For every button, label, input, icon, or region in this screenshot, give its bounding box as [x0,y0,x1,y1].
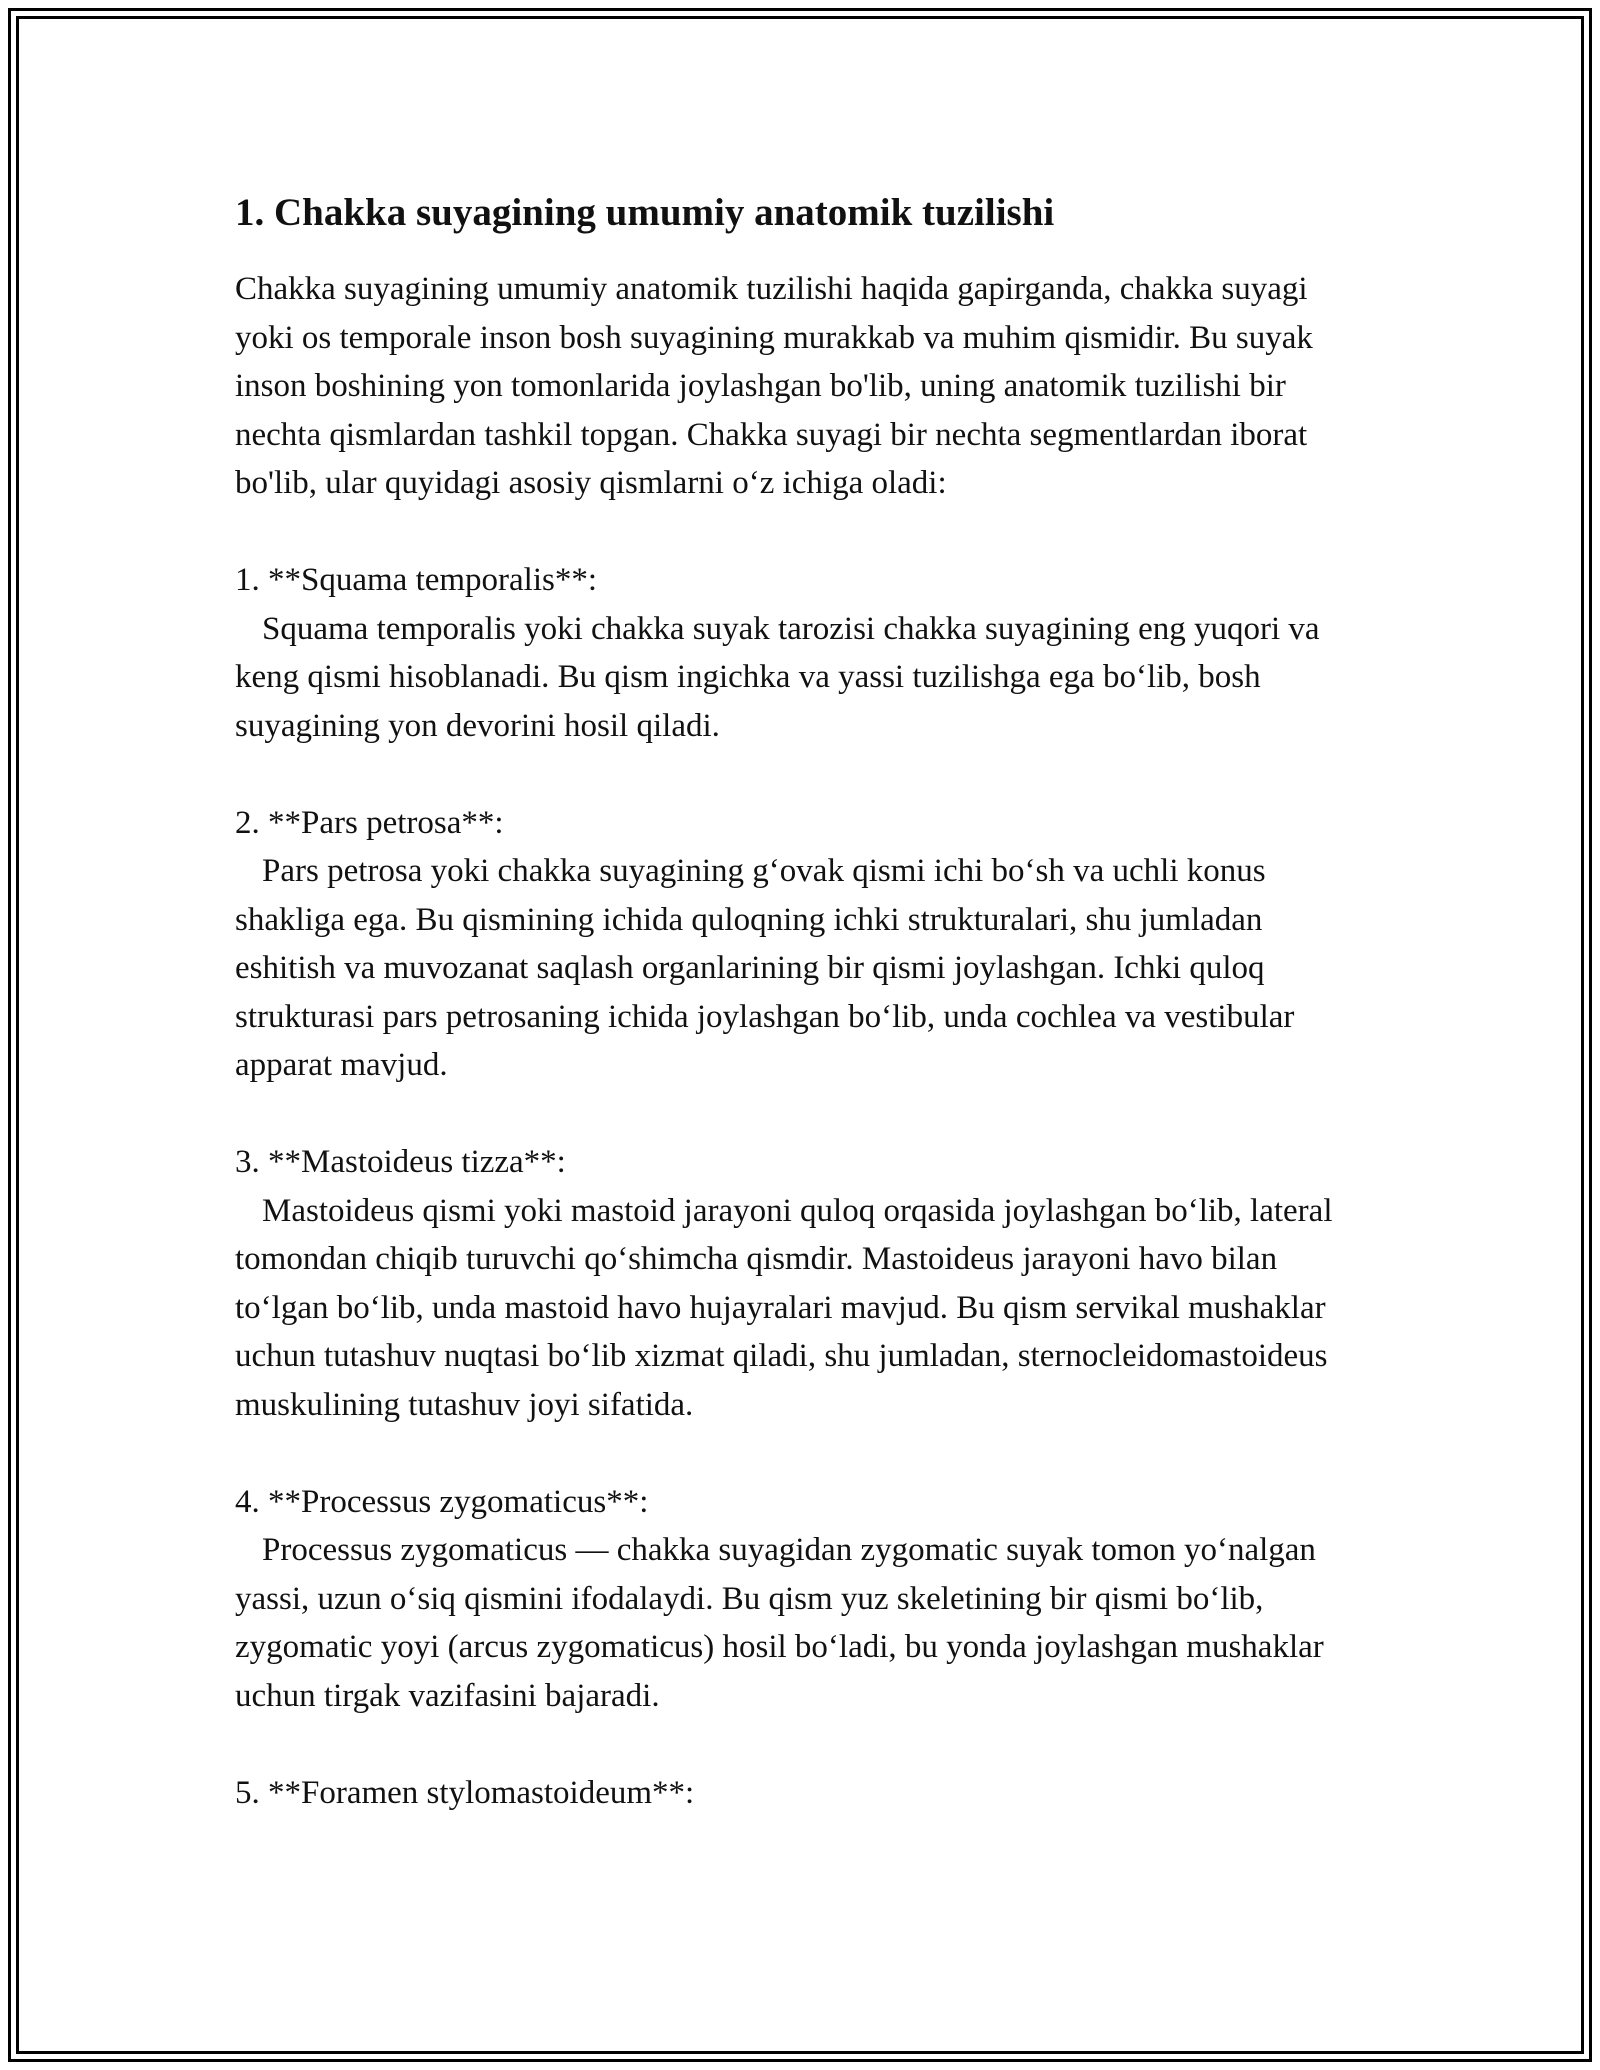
document-heading: 1. Chakka suyagining umumiy anatomik tuzilishi [235,191,1055,234]
section-title: 5. **Foramen stylomastoideum**: [235,1774,695,1811]
section-title: 1. **Squama temporalis**: [235,562,598,598]
section-foramen-stylomastoideum [235,1769,1365,1818]
section-mastoideus-tizza [235,1138,1365,1429]
section-processus-zygomaticus [235,1478,1365,1721]
section-title: 3. **Mastoideus tizza**: [235,1144,566,1180]
section-title: 2. **Pars petrosa**: [235,804,504,841]
section-squama-temporalis [235,556,1365,750]
section-body: Pars petrosa yoki chakka suyagining g‘ovak qismi ichi bo‘sh va uchli konus shakliga ega. Bu qismining ichida quloqning ichki strukturalari, shu jumladan eshitish va muvozanat saqlash organlarining bir qismi joylashgan. Ichki quloq strukturasi pars petrosaning ichida joylashgan bo‘lib, unda cochlea va vestibular apparat mavjud. [235,853,1295,1083]
document-content [235,185,1365,1866]
section-body: Processus zygomaticus — chakka suyagidan zygomatic suyak tomon yo‘nalgan yassi, uzun o‘siq qismini ifodalaydi. Bu qism yuz skeletining bir qismi bo‘lib, zygomatic yoyi (arcus zygomaticus) hosil bo‘ladi, bu yonda joylashgan mushaklar uchun tirgak vazifasini bajaradi. [235,1532,1324,1714]
section-pars-petrosa [235,799,1365,1090]
section-body: Mastoideus qismi yoki mastoid jarayoni quloq orqasida joylashgan bo‘lib, lateral tomondan chiqib turuvchi qo‘shimcha qismdir. Mastoideus jarayoni havo bilan to‘lgan bo‘lib, unda mastoid havo hujayralari mavjud. Bu qism servikal mushaklar uchun tutashuv nuqtasi bo‘lib xizmat qiladi, shu jumladan, sternocleidomastoideus muskulining tutashuv joyi sifatida. [235,1192,1333,1423]
section-body: Squama temporalis yoki chakka suyak tarozisi chakka suyagining eng yuqori va keng qismi hisoblanadi. Bu qism ingichka va yassi tuzilishga ega bo‘lib, bosh suyagining yon devorini hosil qiladi. [235,610,1320,744]
intro-paragraph: Chakka suyagining umumiy anatomik tuzilishi haqida gapirganda, chakka suyagi yoki os temporale inson bosh suyagining murakkab va muhim qismidir. Bu suyak inson boshining yon tomonlarida joylashgan bo'lib, uning anatomik tuzilishi bir nechta qismlardan tashkil topgan. Chakka suyagi bir nechta segmentlardan iborat bo'lib, ular quyidagi asosiy qismlarni o‘z ichiga oladi: [235,271,1313,501]
section-title: 4. **Processus zygomaticus**: [235,1483,649,1520]
